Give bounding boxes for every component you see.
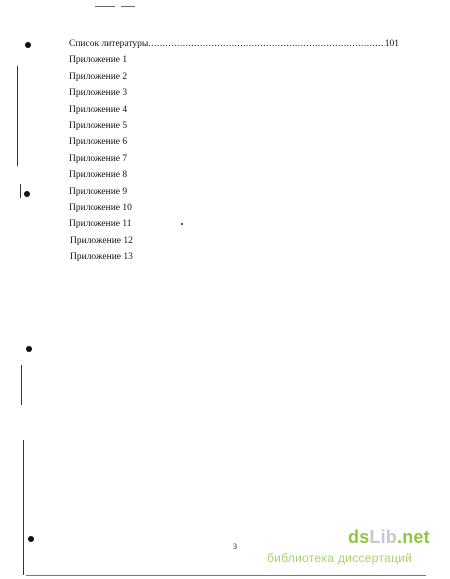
toc-entry: Приложение 9: [69, 186, 128, 197]
margin-line: [23, 440, 24, 575]
binder-hole: [26, 346, 32, 352]
toc-entry: Приложение 11: [69, 219, 132, 230]
toc-entry-bibliography: [69, 36, 399, 52]
table-of-contents: [69, 36, 399, 265]
margin-line: [17, 66, 18, 166]
margin-line: [21, 365, 22, 405]
toc-entry: Приложение 6: [69, 137, 128, 148]
watermark-logo-lib: Lib: [369, 527, 397, 547]
page-number: 3: [233, 542, 237, 551]
toc-entry: Приложение 2: [69, 71, 128, 82]
binder-hole: [25, 42, 31, 48]
toc-entry: Приложение 1: [69, 55, 128, 66]
toc-entry: Приложение 12: [70, 235, 133, 246]
scan-mark: [121, 6, 135, 7]
toc-entry: Приложение 8: [69, 170, 128, 181]
watermark-logo: [348, 527, 430, 548]
page-edge-line: [26, 575, 426, 576]
toc-entry: Приложение 13: [70, 252, 133, 263]
watermark-subtitle: библиотека диссертаций: [267, 551, 413, 565]
margin-line: [20, 184, 21, 198]
toc-leader-dots: [148, 36, 384, 52]
binder-hole: [24, 191, 30, 197]
toc-entry: Приложение 7: [69, 153, 128, 164]
toc-entry: Приложение 10: [69, 202, 132, 213]
binder-hole: [28, 536, 34, 542]
toc-entry: Приложение 5: [69, 120, 128, 131]
toc-entry-page: 101: [384, 39, 399, 49]
scan-mark: [95, 6, 115, 7]
toc-entry-label: Список литературы: [69, 39, 149, 49]
watermark-logo-ds: ds: [348, 527, 370, 547]
toc-entry: Приложение 4: [69, 104, 128, 115]
toc-entry: Приложение 3: [69, 88, 128, 99]
watermark-logo-net: .net: [397, 527, 430, 547]
